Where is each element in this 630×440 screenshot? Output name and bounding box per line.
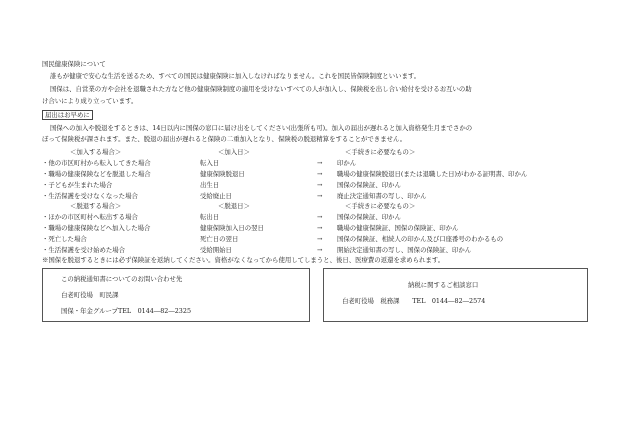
row-date: 受給廃止日 — [200, 191, 232, 200]
row-docs: 職場の健康保険証、国保の保険証、印かん — [337, 224, 459, 233]
arrow-icon: → — [317, 224, 323, 233]
row-case: ・死亡した場合 — [42, 235, 87, 244]
tax-heading: 納税に関するご相談窓口 — [408, 281, 479, 289]
arrow-icon: → — [317, 169, 323, 178]
join-date-header: ＜加入日＞ — [218, 148, 250, 156]
row-case: ・子どもが生まれた場合 — [42, 180, 113, 189]
row-date: 転出日 — [200, 213, 220, 222]
contact-tel: 国保・年金グループTEL 0144―82―2325 — [61, 307, 192, 315]
section-title: 国民健康保険について — [42, 60, 106, 68]
paragraph-notification-line2: ぼって保険税が課されます。また、脱退の届出が遅れると保険の二重加入となり、保険税の脱退精算をすることができません。 — [42, 135, 407, 143]
leave-header-row — [42, 201, 592, 212]
row-docs: 国保の保険証、印かん — [337, 213, 401, 222]
row-date: 健康保険脱退日 — [200, 169, 245, 178]
contact-box-inquiry — [42, 268, 310, 322]
arrow-icon: → — [317, 180, 323, 189]
row-docs: 印かん — [337, 158, 357, 167]
paragraph-kokuho-line2: け合いにより成り立っています。 — [42, 97, 138, 105]
table-row — [42, 245, 592, 256]
row-case: ・生活保護を受け始めた場合 — [42, 246, 126, 255]
table-row — [42, 223, 592, 234]
footnote: ※国保を脱退するときには必ず保険証を返納してください。資格がなくなってから使用してしまうと、後日、医療費の返還を求められます。 — [42, 256, 445, 264]
row-case: ・他の市区町村から転入してきた場合 — [42, 158, 151, 167]
join-case-header: ＜加入する場合＞ — [70, 148, 122, 156]
arrow-icon: → — [317, 213, 323, 222]
row-date: 出生日 — [200, 180, 220, 189]
contact-heading: この納税通知書についてのお問い合わせ先 — [61, 275, 183, 283]
join-docs-header: ＜手続きに必要なもの＞ — [345, 148, 416, 156]
arrow-icon: → — [317, 158, 323, 167]
row-case: ・生活保護を受けなくなった場合 — [42, 191, 138, 200]
row-case: ・職場の健康保険などへ加入した場合 — [42, 224, 151, 233]
procedures-table — [42, 147, 592, 256]
arrow-icon: → — [317, 191, 323, 200]
row-docs: 国保の保険証、印かん — [337, 180, 401, 189]
arrow-icon: → — [317, 235, 323, 244]
leave-docs-header: ＜手続きに必要なもの＞ — [345, 202, 416, 211]
row-docs: 開始決定通知書の写し、国保の保険証、印かん — [337, 246, 472, 255]
table-row — [42, 191, 592, 202]
row-docs: 廃止決定通知書の写し、印かん — [337, 191, 427, 200]
row-date: 健康保険加入日の翌日 — [200, 224, 264, 233]
paragraph-universal-coverage: 誰もが健康で安心な生活を送るため、すべての国民は健康保険に加入しなければなりません。これを国民皆保険制度といいます。 — [50, 72, 421, 80]
row-case: ・職場の健康保険などを脱退した場合 — [42, 169, 151, 178]
table-row — [42, 234, 592, 245]
row-case: ・ほかの市区町村へ転出する場合 — [42, 213, 138, 222]
leave-date-header: ＜脱退日＞ — [218, 202, 250, 211]
table-row — [42, 158, 592, 169]
contact-box-tax — [323, 268, 588, 322]
contact-office: 白老町役場 町民課 — [61, 291, 119, 299]
row-docs: 国保の保険証、相続人の印かん及び口座番号のわかるもの — [337, 235, 504, 244]
row-date: 死亡日の翌日 — [200, 235, 239, 244]
join-header-row — [42, 147, 592, 158]
table-row — [42, 180, 592, 191]
row-docs: 職場の健康保険脱退日(または退職した日)がわかる証明書、印かん — [337, 169, 528, 178]
row-date: 転入日 — [200, 158, 220, 167]
row-date: 受給開始日 — [200, 246, 232, 255]
paragraph-kokuho-line1: 国保は、自営業の方や会社を退職された方など他の健康保険制度の適用を受けないすべての人が加入し、保険税を出し合い給付を受けるお互いの助 — [50, 85, 472, 93]
table-row — [42, 169, 592, 180]
notice-label: 届出はお早めに — [42, 110, 93, 120]
leave-case-header: ＜脱退する場合＞ — [70, 202, 122, 211]
paragraph-notification-line1: 国保への加入や脱退をするときは、14日以内に国保の窓口に届け出をしてください(出張所も可)。加入の届出が遅れると加入資格発生月までさかの — [50, 124, 473, 132]
arrow-icon: → — [317, 246, 323, 255]
tax-office-tel: 白老町役場 税務課 TEL 0144―82―2574 — [342, 297, 486, 305]
table-row — [42, 212, 592, 223]
